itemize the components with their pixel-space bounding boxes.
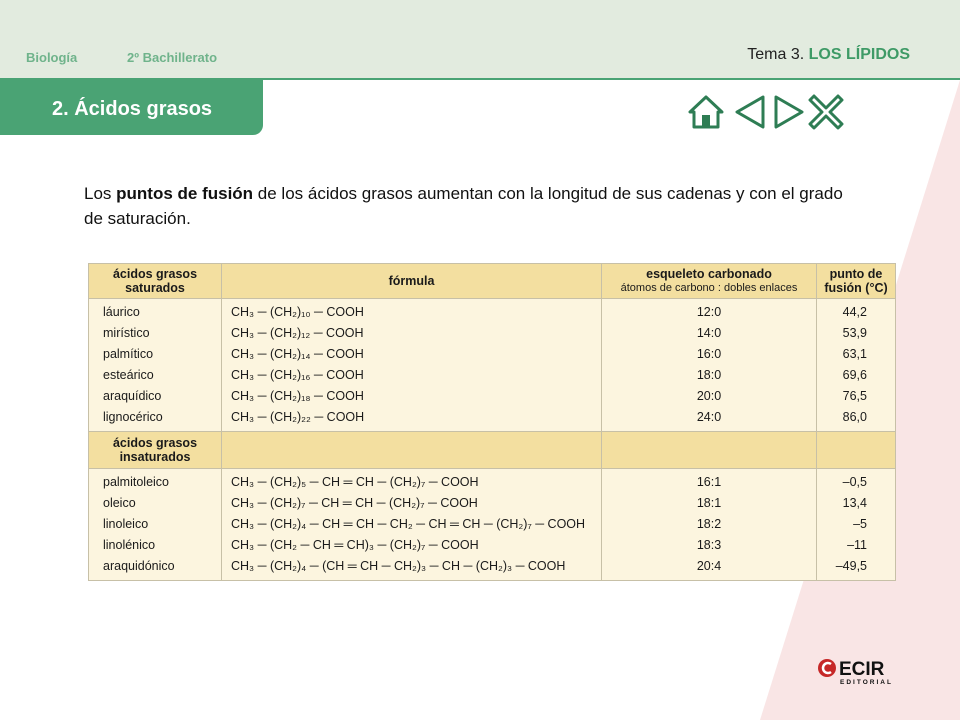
- acid-melting-point: –0,5: [842, 475, 867, 489]
- acid-name: linolénico: [103, 538, 156, 552]
- table-header-row: [89, 264, 896, 299]
- next-icon[interactable]: [770, 94, 806, 130]
- acid-name: esteárico: [103, 368, 154, 382]
- acid-melting-point: –5: [853, 517, 867, 531]
- acid-melting-point: 13,4: [842, 496, 867, 510]
- acid-formula: CH₃ ─ (CH₂)₇ ─ CH ═ CH ─ (CH₂)₇ ─ COOH: [231, 496, 478, 510]
- acid-formula: CH₃ ─ (CH₂ ─ CH ═ CH)₃ ─ (CH₂)₇ ─ COOH: [231, 538, 479, 552]
- acid-formula: CH₃ ─ (CH₂)₂₂ ─ COOH: [231, 410, 365, 424]
- acid-name: linoleico: [103, 517, 149, 531]
- acid-name: lignocérico: [103, 410, 163, 424]
- acid-melting-point: –11: [847, 538, 867, 552]
- saturated-group: [89, 299, 896, 432]
- acid-name: oleico: [103, 496, 136, 510]
- acid-name: mirístico: [103, 326, 150, 340]
- publisher-logo: [817, 655, 901, 685]
- acid-melting-point: 53,9: [842, 326, 867, 340]
- unsaturated-header-row: [89, 432, 896, 469]
- acid-skeleton: 18:1: [696, 496, 722, 510]
- close-icon[interactable]: [808, 94, 844, 130]
- tema-heading: Tema 3. LOS LÍPIDOS: [747, 46, 910, 63]
- acid-skeleton: 16:1: [696, 475, 722, 489]
- acid-skeleton: 12:0: [696, 305, 722, 319]
- course-label: 2º Bachillerato: [127, 50, 218, 65]
- unsaturated-group: [89, 469, 896, 581]
- logo-sub-text: EDITORIAL: [840, 679, 893, 685]
- acid-melting-point: 69,6: [842, 368, 867, 382]
- acid-skeleton: 18:3: [696, 538, 722, 552]
- acid-melting-point: 63,1: [842, 347, 867, 361]
- acid-formula: CH₃ ─ (CH₂)₁₀ ─ COOH: [231, 305, 364, 319]
- intro-paragraph: Los puntos de fusión de los ácidos grasos aumentan con la longitud de sus cadenas y con el grado de saturación.: [84, 184, 843, 228]
- acid-formula: CH₃ ─ (CH₂)₁₈ ─ COOH: [231, 389, 364, 403]
- acid-melting-point: 86,0: [842, 410, 867, 424]
- header-skeleton: esqueleto carbonado átomos de carbono : dobles enlaces: [602, 264, 817, 299]
- acid-name: palmitoleico: [103, 475, 170, 489]
- header-melting-point: punto de fusión (°C): [817, 264, 896, 299]
- acid-name: araquídico: [103, 389, 162, 403]
- acid-skeleton: 18:2: [696, 517, 722, 531]
- acid-formula: CH₃ ─ (CH₂)₄ ─ (CH ═ CH ─ CH₂)₃ ─ CH ─ (CH₂)₃ ─ COOH: [231, 559, 566, 573]
- acid-skeleton: 20:0: [696, 389, 722, 403]
- acid-melting-point: –49,5: [835, 559, 867, 573]
- acid-melting-point: 76,5: [842, 389, 867, 403]
- acid-formula: CH₃ ─ (CH₂)₅ ─ CH ═ CH ─ (CH₂)₇ ─ COOH: [231, 475, 479, 489]
- acid-skeleton: 20:4: [696, 559, 722, 573]
- section-tab[interactable]: 2. Ácidos grasos: [0, 80, 263, 135]
- prev-icon[interactable]: [733, 94, 769, 130]
- home-icon[interactable]: [688, 94, 724, 130]
- fatty-acids-table: [88, 263, 896, 581]
- acid-formula: CH₃ ─ (CH₂)₁₆ ─ COOH: [231, 368, 364, 382]
- acid-name: araquidónico: [103, 559, 175, 573]
- acid-formula: CH₃ ─ (CH₂)₄ ─ CH ═ CH ─ CH₂ ─ CH ═ CH ─ (CH₂)₇ ─ COOH: [231, 517, 586, 531]
- acid-skeleton: 14:0: [696, 326, 722, 340]
- subject-label: Biología: [26, 50, 78, 65]
- acid-formula: CH₃ ─ (CH₂)₁₂ ─ COOH: [231, 326, 364, 340]
- logo-main-text: ECIR: [839, 659, 885, 680]
- acid-name: palmítico: [103, 347, 154, 361]
- acid-skeleton: 18:0: [696, 368, 722, 382]
- header-unsaturated: ácidos grasos insaturados: [89, 432, 222, 469]
- acid-name: láurico: [103, 305, 140, 319]
- header-formula: fórmula: [222, 264, 602, 299]
- acid-melting-point: 44,2: [842, 305, 867, 319]
- acid-formula: CH₃ ─ (CH₂)₁₄ ─ COOH: [231, 347, 364, 361]
- header-saturated: ácidos grasos saturados: [89, 264, 222, 299]
- top-bar: [0, 0, 960, 80]
- acid-skeleton: 16:0: [696, 347, 722, 361]
- acid-skeleton: 24:0: [696, 410, 722, 424]
